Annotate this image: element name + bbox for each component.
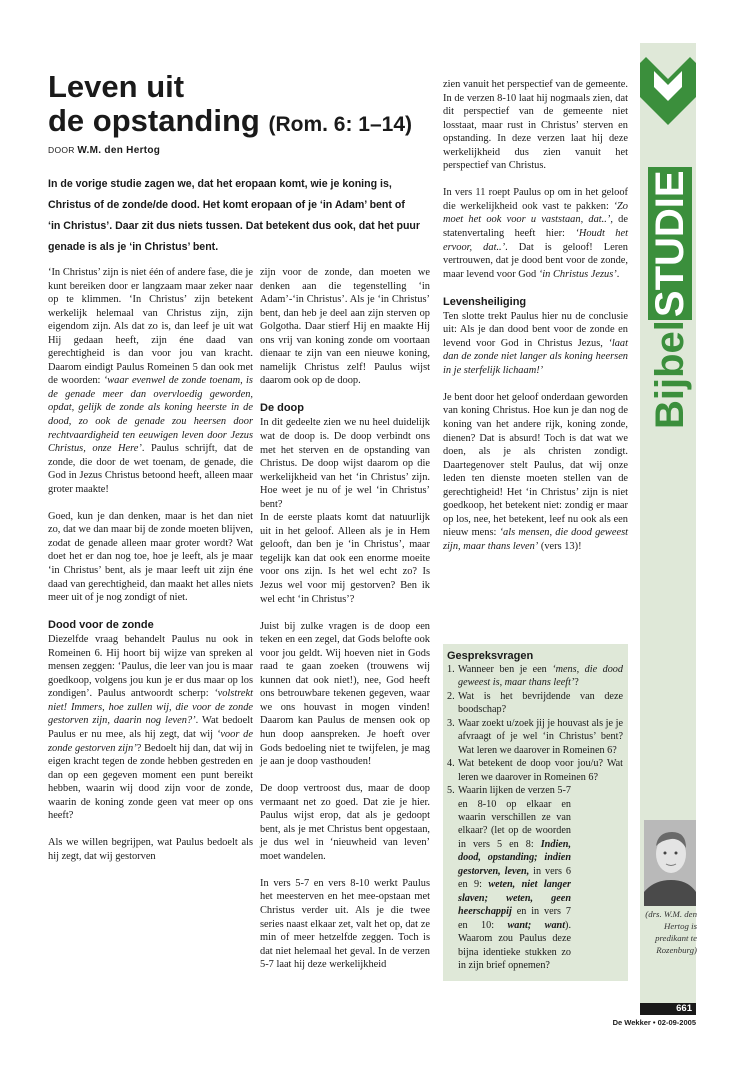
title-reference: (Rom. 6: 1–14) xyxy=(268,113,412,136)
paragraph: Je bent door het geloof onderdaan geworden van koning Christus. Hoe kun je dan nog de koning van het andere rijk, koning zonde, dienen? Dat is absurd! Toch is dat wat we doen, als je als christen zondigt. Daartegenover stelt Paulus, dat wij onze leden ten dienste moeten stellen van de gerechtigheid! Het ‘in Christus’ zijn is niet goedkoop, het betekent niet: zondig er maar op los, nee, het betekent, leef nu ook als een nieuw mens: ‘als mensen, die dood geweest zijn, maar thans leven’ (vers 13)! xyxy=(443,391,628,552)
column-2 xyxy=(260,266,430,972)
page-number: 661 xyxy=(640,1003,696,1015)
column-1 xyxy=(48,266,253,863)
photo-caption: (drs. W.M. den Hertog is predikant te Rozenburg) xyxy=(645,909,697,955)
article-title xyxy=(48,70,428,142)
paragraph: De doop vertroost dus, maar de doop vermaant net zo goed. Dat zie je hier. Paulus wijst erop, dat als je gedoopt bent, als je met Christus bent opgestaan, je dus wel in ‘nieuwheid van leven’ moet wandelen. xyxy=(260,783,430,862)
paragraph: Als we willen begrijpen, wat Paulus bedoelt als hij zegt, dat wij gestorven xyxy=(48,837,253,862)
author-portrait-icon xyxy=(644,820,696,906)
list-item: 2. Wat is het bevrijdende van deze boodschap? xyxy=(447,690,623,716)
author-photo xyxy=(644,820,696,906)
section-label-part2: STUDIE xyxy=(648,167,692,320)
chevron-down-icon xyxy=(640,57,696,127)
questions-title: Gespreksvragen xyxy=(447,650,534,662)
section-label-part1: Bijbel xyxy=(648,320,692,429)
byline-prefix: DOOR xyxy=(48,145,75,155)
paragraph: Goed, kun je dan denken, maar is het dan niet zo, dat we dan maar bij de zonde moeten blijven, zodat de genade alleen maar groter wordt? Wat doet het er dan nog toe, hoe je leeft, als je maar ‘in Christus’ bent, als je maar leeft uit zijn éne daad van gerechtigheid, dan maakt het alles niets meer uit of je nog zondigt of niet. xyxy=(48,510,253,604)
subheading-dood: Dood voor de zonde xyxy=(48,619,154,632)
list-item: 5. Waarin lijken de verzen 5-7 en 8-10 op elkaar en waarin verschillen ze van elkaar? (let op de woorden in vers 5 en 8: Indien, dood, opstanding; indien gestorven, leven, in vers 6 en 9: weten, niet langer slaven; weten, geen heerschappij en in vers 7 en 10: want; want). Waarom zou Paulus deze bijna identieke stukken zo in zijn brief opnemen? xyxy=(447,785,572,971)
paragraph: In de eerste plaats komt dat natuurlijk uit in het geloof. Alleen als je in Hem gelooft, dan ben je ‘in Christus’, maar tegelijk kan dat ook een enorme moeite voor ons zijn. Is het wel echt zo? Is Jezus wel voor mij gestorven? Ben ik wel echt ‘in Christus’? xyxy=(260,512,430,605)
byline-author: W.M. den Hertog xyxy=(77,145,161,156)
byline xyxy=(48,145,160,156)
paragraph: zien vanuit het perspectief van de gemeente. In de verzen 8-10 laat hij nogmaals zien, dat dit perspectief van de gemeente niet losstaat, maar rust in Christus’ sterven en opstanding. In deze verzen laat hij deze werkelijkheid dus zien vanuit het perspectief van Christus. xyxy=(443,79,628,172)
paragraph: In vers 11 roept Paulus op om in het geloof die werkelijkheid ook vast te pakken: ‘Zo moet het ook voor u vaststaan, dat..’, de statenvertaling heeft hier: ‘Houdt het ervoor, dat..’. Dat is geloof! Leren vertrouwen, dat je dood bent voor de zonde, maar levend voor God ‘in Christus Jezus’. xyxy=(443,187,628,280)
intro-paragraph: In de vorige studie zagen we, dat het eropaan komt, wie je koning is, Christus of de zonde/de dood. Het komt eropaan of je ‘in Adam’ bent of ‘in Christus’. Daar zit dus niets tussen. Dat betekent dus ook, dat het puur genade is als je ‘in Christus’ bent. xyxy=(48,178,421,253)
paragraph: In vers 5-7 en vers 8-10 werkt Paulus het meesterven en het mee-opstaan met Christus verder uit. Als je die twee series naast elkaar zet, valt het op, dat ze min of meer hetzelfde zeggen. Toch is dat niet helemaal het geval. In de verzen 5-7 laat hij deze werkelijkheid xyxy=(260,877,430,971)
subheading-doop: De doop xyxy=(260,402,304,415)
paragraph: In dit gedeelte zien we nu heel duidelijk wat de doop is. De doop verbindt ons met het sterven en de opstanding van Christus. De doop wijst daarom op die werkelijkheid van het ‘in Christus’ zijn. Hoe weet je nu of je wel ‘in Christus’ bent? xyxy=(260,417,430,510)
title-line2: de opstanding xyxy=(48,103,260,138)
paragraph: Juist bij zulke vragen is de doop een teken en een zegel, dat Gods belofte ook voor jou geldt. Wij hoeven niet in Gods raad te gaan zoeken (trouwens wij kunnen dat ook niet!), nee, God heeft ons betrouwbare tekenen gegeven, waar we ons houvast in mogen vinden! Daarom kan Paulus de mensen ook op hun doop aanspreken. Je hoeft over Gods bedoeling niet te twijfelen, je mag je aan je doop vasthouden! xyxy=(260,620,430,768)
paragraph: zijn voor de zonde, dan moeten we denken aan die tegenstelling ‘in Adam’-‘in Christus’. Als je ‘in Christus’ bent, dan heb je deel aan zijn sterven op Golgotha. Daar stierf Hij en maakte Hij ons vrij van koning zonde om voortaan dienaar te zijn van een nieuwe koning, namelijk Christus zelf! Paulus wijst daarom ook op de doop. xyxy=(260,267,430,387)
paragraph: ‘In Christus’ zijn is niet één of andere fase, die je kunt bereiken door er langzaam maar zeker naar op te klimmen. ‘In Christus’ zijn betekent werkelijk helemaal van Christus zijn, zijn eigendom zijn. Als dat zo is, dan leef je uit wat Hij gedaan heeft, zijn éne daad van gerechtigheid is dan voor jou van kracht. Daarom eindigt Paulus Romeinen 5 dan ook met de woorden: ‘waar evenwel de zonde toenam, is de genade meer dan overvloedig geworden, opdat, gelijk de zonde als koning heerste in de dood, zo ook de genade zou heersen door rechtvaardigheid ten eeuwigen leven door Jezus Christus, onze Here’. Paulus schrijft, dat de zonde, die door de wet toenam, de genade, die God in Jezus Christus betoond heeft, alleen maar groter maakte! xyxy=(48,267,253,495)
discussion-questions-box xyxy=(443,644,628,981)
section-label xyxy=(646,139,694,429)
list-item: 4. Wat betekent de doop voor jou/u? Wat leren we daarover in Romeinen 6? xyxy=(447,758,623,783)
list-item: 1. Wanneer ben je een ‘mens, die dood geweest is, maar thans leeft’? xyxy=(447,664,623,689)
publication-footer: De Wekker • 02-09-2005 xyxy=(612,1018,696,1027)
subheading-heiliging: Levensheiliging xyxy=(443,295,527,308)
questions-list xyxy=(443,663,628,972)
paragraph: Diezelfde vraag behandelt Paulus nu ook in Romeinen 6. Hij hoort bij wijze van spreken al mensen zeggen: ‘Paulus, die leer van jou is maar goedkoop, volgens jou kun je er dus maar op los zondigen’. Paulus antwoordt scherp: ‘volstrekt niet! Immers, hoe zullen wij, die voor de zonde gestorven zijn, daarin nog leven?’. Wat bedoelt Paulus er nu mee, als hij zegt, dat wij ‘voor de zonde gestorven zijn’? Bedoelt hij dan, dat wij in eigen kracht tegen de zonde hebben gestreden en dan op een gegeven moment een punt bereikt hebben, waarin wij dood zijn voor de zonde, waarin de koning zonde geen vat meer op ons heeft? xyxy=(48,634,254,822)
paragraph: Ten slotte trekt Paulus hier nu de conclusie uit: Als je dan dood bent voor de zonde en levend voor God in Christus Jezus, ‘laat dan de zonde niet langer als koning heersen in je sterfelijk lichaam!’ xyxy=(443,310,628,376)
column-3 xyxy=(443,78,628,567)
title-line1: Leven uit xyxy=(48,69,185,104)
list-item: 3. Waar zoekt u/zoek jij je houvast als je je afvraagt of je wel ‘in Christus’ bent? Wat leren we daarover in Romeinen 6? xyxy=(447,717,623,756)
